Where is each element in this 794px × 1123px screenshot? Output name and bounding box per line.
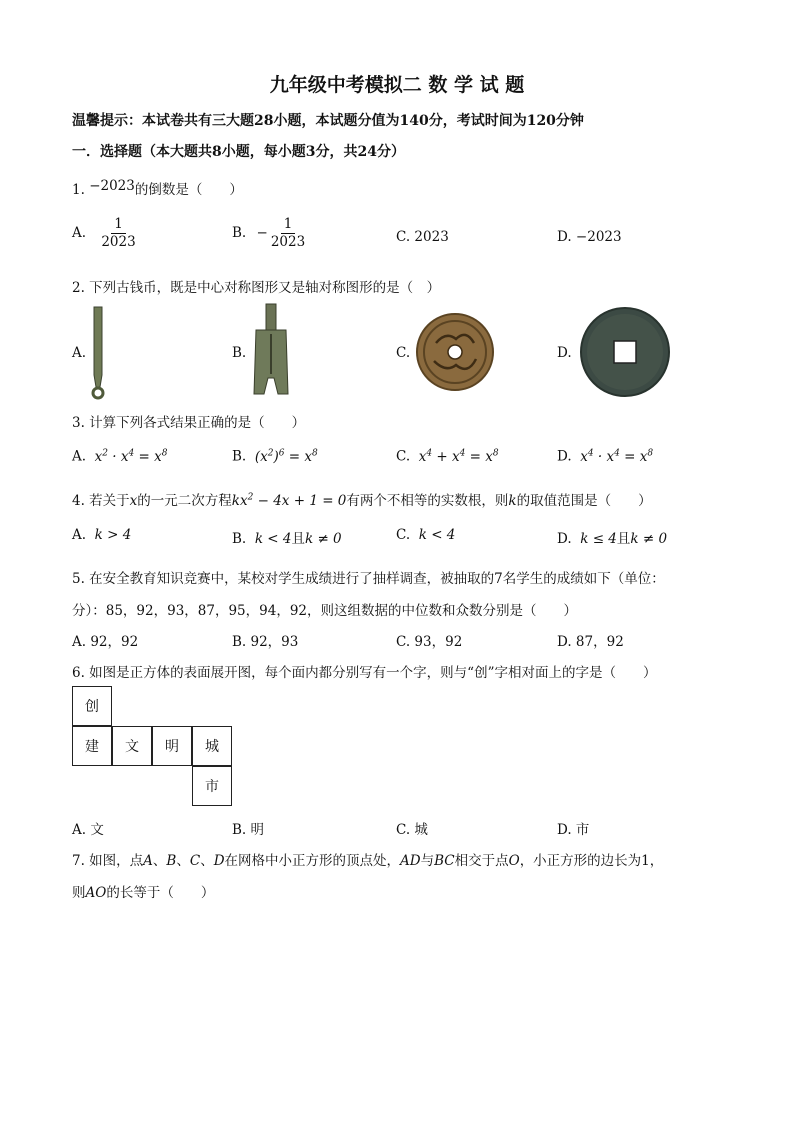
question-3-stem: 3. 计算下列各式结果正确的是（ ）: [72, 415, 306, 431]
question-3-option-c[interactable]: C. $x^4 + x^4 = x^8$: [396, 448, 499, 465]
decorated-round-coin-icon: [416, 313, 494, 391]
question-4-option-d[interactable]: D. k ≤ 4且k ≠ 0: [557, 531, 668, 547]
question-6-option-d[interactable]: D. 市: [557, 822, 590, 838]
question-5-option-b[interactable]: B. 92，93: [232, 634, 299, 650]
square-hole-coin-icon: [580, 307, 670, 397]
question-5-option-d[interactable]: D. 87，92: [557, 634, 624, 650]
question-6-option-c[interactable]: C. 城: [396, 822, 428, 838]
question-6-option-a[interactable]: A. 文: [72, 822, 104, 838]
cube-face: 建: [72, 726, 112, 766]
question-2-option-d[interactable]: D.: [557, 345, 572, 361]
question-5-option-a[interactable]: A. 92，92: [72, 634, 139, 650]
cube-face: 文: [112, 726, 152, 766]
question-1-option-c[interactable]: C. 2023: [396, 229, 449, 245]
question-7-stem-line2: 则AO的长等于（ ）: [72, 885, 215, 901]
question-3-option-d[interactable]: D. $x^4 \cdot x^4 = x^8$: [557, 448, 654, 465]
cube-face: 明: [152, 726, 192, 766]
question-2-option-c[interactable]: C.: [396, 345, 411, 361]
question-2-option-b[interactable]: B.: [232, 345, 247, 361]
question-5-stem-line1: 5. 在安全教育知识竞赛中，某校对学生成绩进行了抽样调查，被抽取的7名学生的成绩如下（单位：: [72, 571, 665, 587]
question-5-option-c[interactable]: C. 93，92: [396, 634, 463, 650]
cube-net-diagram: [72, 686, 235, 808]
question-5-stem-line2: 分）：85，92，93，87，95，94，92，则这组数据的中位数和众数分别是（ ）: [72, 603, 577, 619]
page-title: 九年级中考模拟二 数 学 试 题: [269, 74, 525, 96]
question-6-option-b[interactable]: B. 明: [232, 822, 265, 838]
question-7-stem-line1: 7. 如图，点A、B、C、D在网格中小正方形的顶点处，AD与BC相交于点O，小正方形的边长为1，: [72, 853, 664, 869]
cube-face: 城: [192, 726, 232, 766]
question-1-option-d[interactable]: D. −2023: [557, 229, 622, 245]
question-4-option-a[interactable]: A. k > 4: [72, 527, 132, 543]
question-3-option-a[interactable]: A. $x^2 \cdot x^4 = x^8$: [72, 448, 168, 465]
cube-face: 市: [192, 766, 232, 806]
section-heading: 一．选择题（本大题共8小题，每小题3分，共24分）: [72, 144, 405, 160]
question-2-stem: 2. 下列古钱币，既是中心对称图形又是轴对称图形的是（ ）: [72, 280, 441, 296]
question-1-stem: 1. −2023的倒数是（ ）: [72, 178, 243, 198]
question-2-option-a[interactable]: A.: [72, 345, 87, 361]
question-4-stem: 4. 若关于x的一元二次方程$kx^2 - 4x + 1 = 0$有两个不相等的实数根，则k的取值范围是（ ）: [72, 492, 652, 509]
question-6-stem: 6. 如图是正方体的表面展开图，每个面内都分别写有一个字，则与“创”字相对面上的字是（ ）: [72, 665, 657, 681]
question-4-option-c[interactable]: C. k < 4: [396, 527, 456, 543]
question-1-option-b[interactable]: B. − $\frac{1}{2023}$: [232, 216, 306, 250]
knife-coin-icon: [88, 305, 112, 400]
question-1-option-a[interactable]: A. $\frac{1}{2023}$: [72, 216, 136, 250]
exam-tip: 温馨提示：本试卷共有三大题28小题，本试题分值为140分，考试时间为120分钟: [72, 113, 584, 129]
spade-coin-icon: [248, 302, 294, 400]
cube-face: 创: [72, 686, 112, 726]
question-3-option-b[interactable]: B. $(x^2)^6 = x^8$: [232, 448, 318, 465]
question-4-option-b[interactable]: B. k < 4且k ≠ 0: [232, 531, 342, 547]
